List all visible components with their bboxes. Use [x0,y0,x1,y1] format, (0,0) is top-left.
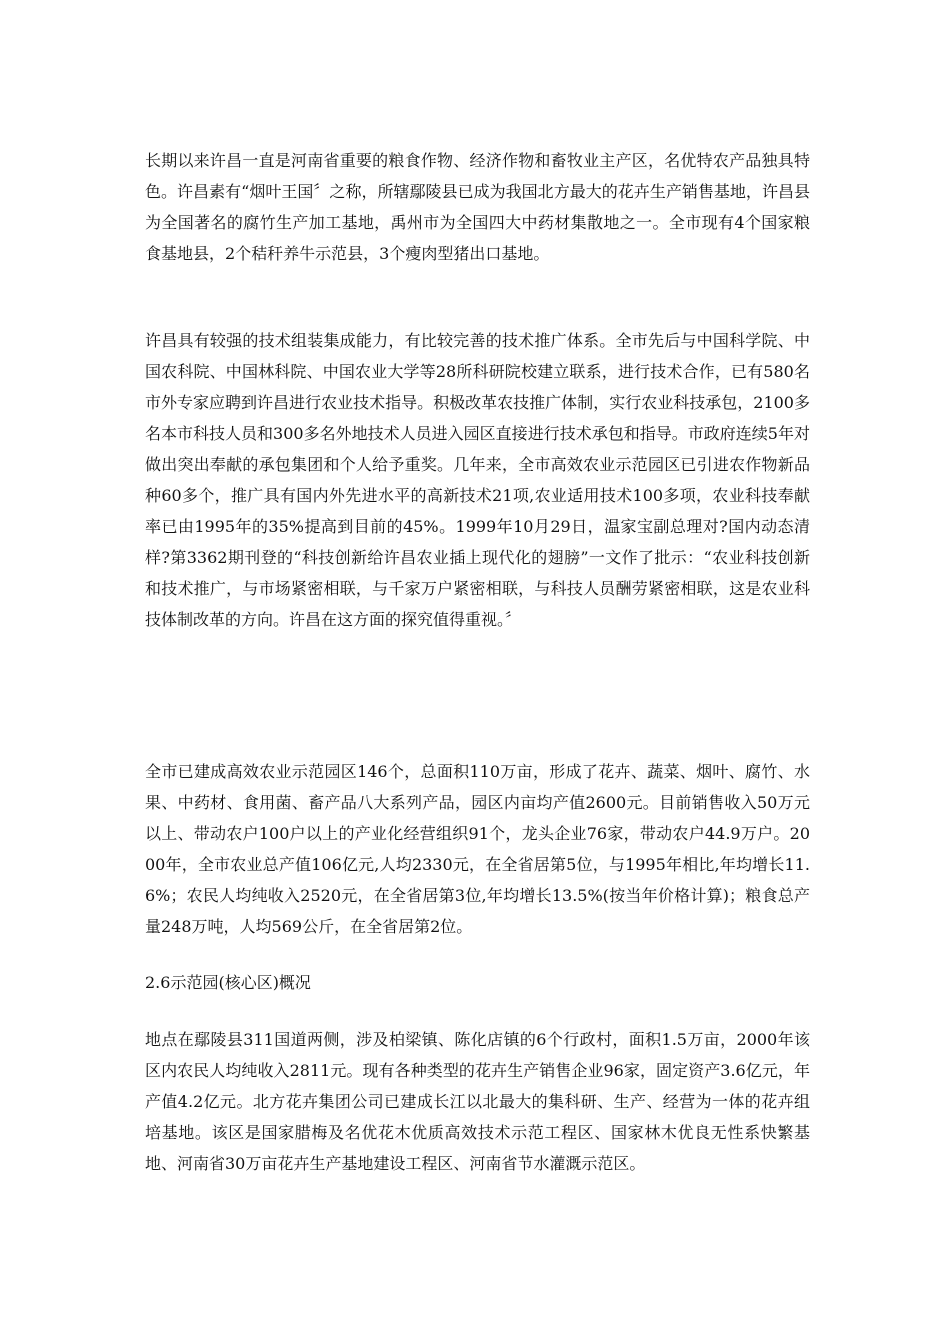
paragraph-agriculture-base: 长期以来许昌一直是河南省重要的粮食作物、经济作物和畜牧业主产区，名优特农产品独具特色。许昌素有“烟叶王国〞之称，所辖鄢陵县已成为我国北方最大的花卉生产销售基地，许昌县为全国著名的腐竹生产加工基地，禹州市为全国四大中药材集散地之一。全市现有4个国家粮食基地县，2个秸秆养牛示范县，3个瘦肉型猪出口基地。 [145,151,810,263]
paragraph-demonstration-parks: 全市已建成高效农业示范园区146个，总面积110万亩，形成了花卉、蔬菜、烟叶、腐竹、水果、中药材、食用菌、畜产品八大系列产品，园区内亩均产值2600元。目前销售收入50万元以上、带动农户100户以上的产业化经营组织91个，龙头企业76家，带动农户44.9万户。2000年，全市农业总产值106亿元,人均2330元，在全省居第5位，与1995年相比,年均增长11.6%；农民人均纯收入2520元，在全省居第3位,年均增长13.5%(按当年价格计算)；粮食总产量248万吨，人均569公斤，在全省居第2位。 [145,762,810,936]
paragraph-core-area-overview: 地点在鄢陵县311国道两侧，涉及柏梁镇、陈化店镇的6个行政村，面积1.5万亩，2000年该区内农民人均纯收入2811元。现有各种类型的花卉生产销售企业96家，固定资产3.6亿元，年产值4.2亿元。北方花卉集团公司已建成长江以北最大的集科研、生产、经营为一体的花卉组培基地。该区是国家腊梅及名优花木优质高效技术示范工程区、国家林木优良无性系快繁基地、河南省30万亩花卉生产基地建设工程区、河南省节水灌溉示范区。 [145,1030,810,1173]
section-heading: 2.6示范园(核心区)概况 [145,973,311,992]
paragraph-technology-extension: 许昌具有较强的技术组装集成能力，有比较完善的技术推广体系。全市先后与中国科学院、中国农科院、中国林科院、中国农业大学等28所科研院校建立联系，进行技术合作，已有580名市外专家应聘到许昌进行农业技术指导。积极改革农技推广体制，实行农业科技承包，2100多名本市科技人员和300多名外地技术人员进入园区直接进行技术承包和指导。市政府连续5年对做出突出奉献的承包集团和个人给予重奖。几年来，全市高效农业示范园区已引进农作物新品种60多个，推广具有国内外先进水平的高新技术21项,农业适用技术100多项，农业科技奉献率已由1995年的35%提高到目前的45%。1999年10月29日，温家宝副总理对?国内动态清样?第3362期刊登的“科技创新给许昌农业插上现代化的翅膀”一文作了批示：“农业科技创新和技术推广，与市场紧密相联，与千家万户紧密相联，与科技人员酬劳紧密相联，这是农业科技体制改革的方向。许昌在这方面的探究值得重视。〞 [145,331,810,629]
